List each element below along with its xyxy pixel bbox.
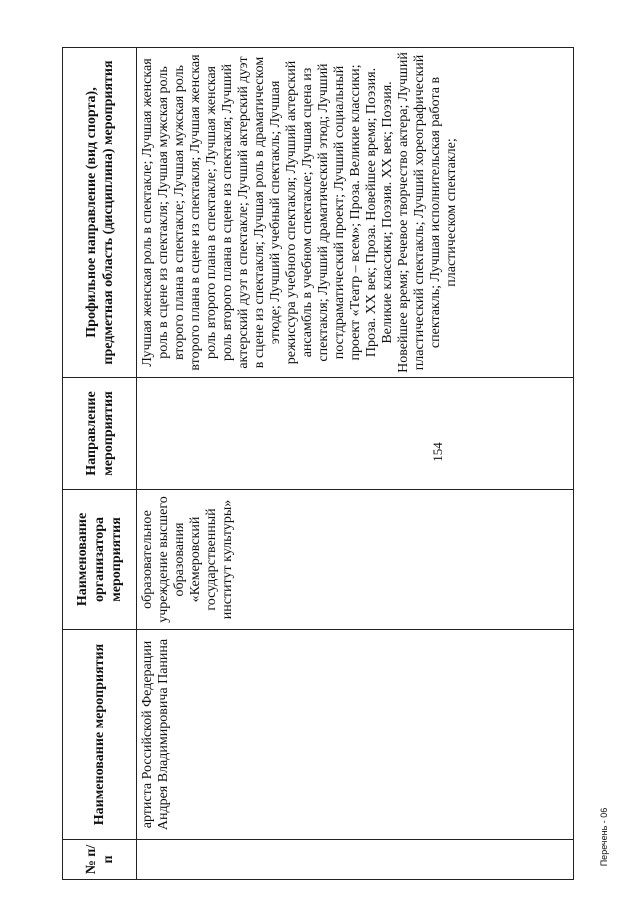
header-num: № п/п <box>63 840 137 880</box>
events-table <box>62 47 574 880</box>
header-direction: Направление мероприятия <box>63 378 137 490</box>
table-row <box>137 48 574 880</box>
footer-code: Перечень - 06 <box>599 807 609 867</box>
header-event-name: Наименование мероприятия <box>63 630 137 840</box>
cell-direction <box>137 378 574 490</box>
header-profile: Профильное направление (вид спорта), предметная область (дисциплина) мероприятия <box>63 48 137 378</box>
cell-organizer: образовательное учреждение высшего образования «Кемеровский государственный институт культуры» <box>137 490 574 630</box>
cell-profile: Лучшая женская роль в спектакле; Лучшая женская роль в сцене из спектакля; Лучшая мужская роль второго плана в спектакле; Лучшая мужская роль второго плана в сцене из спектакля; Лучшая женская роль второго плана в спектакле; Лучшая женская роль второго плана в сцене из спектакля; Лучший актерский дуэт в спектакле; Лучший актерский дуэт в сцене из спектакля; Лучшая роль в драматическом этюде; Лучший учебный спектакль; Лучшая режиссура учебного спектакля; Лучший актерский ансамбль в учебном спектакле; Лучшая сцена из спектакля; Лучший драматический этюд; Лучший постдраматический проект; Лучший социальный проект «Театр – всем»; Проза. Великие классики; Проза. XX век; Проза. Новейшее время; Поэзия. Великие классики; Поэзия. XX век; Поэзия. Новейшее время; Речевое творчество актера; Лучший пластический спектакль; Лучший хореографический спектакль; Лучшая исполнительская работа в пластическом спектакле; <box>137 48 574 378</box>
cell-num <box>137 840 574 880</box>
cell-event-name: артиста Российской Федерации Андрея Владимировича Панина <box>137 630 574 840</box>
table-header-row <box>63 48 137 880</box>
header-organizer: Наименование организатора мероприятия <box>63 490 137 630</box>
page-number: 154 <box>430 442 445 462</box>
rotated-table-sheet <box>62 48 574 880</box>
